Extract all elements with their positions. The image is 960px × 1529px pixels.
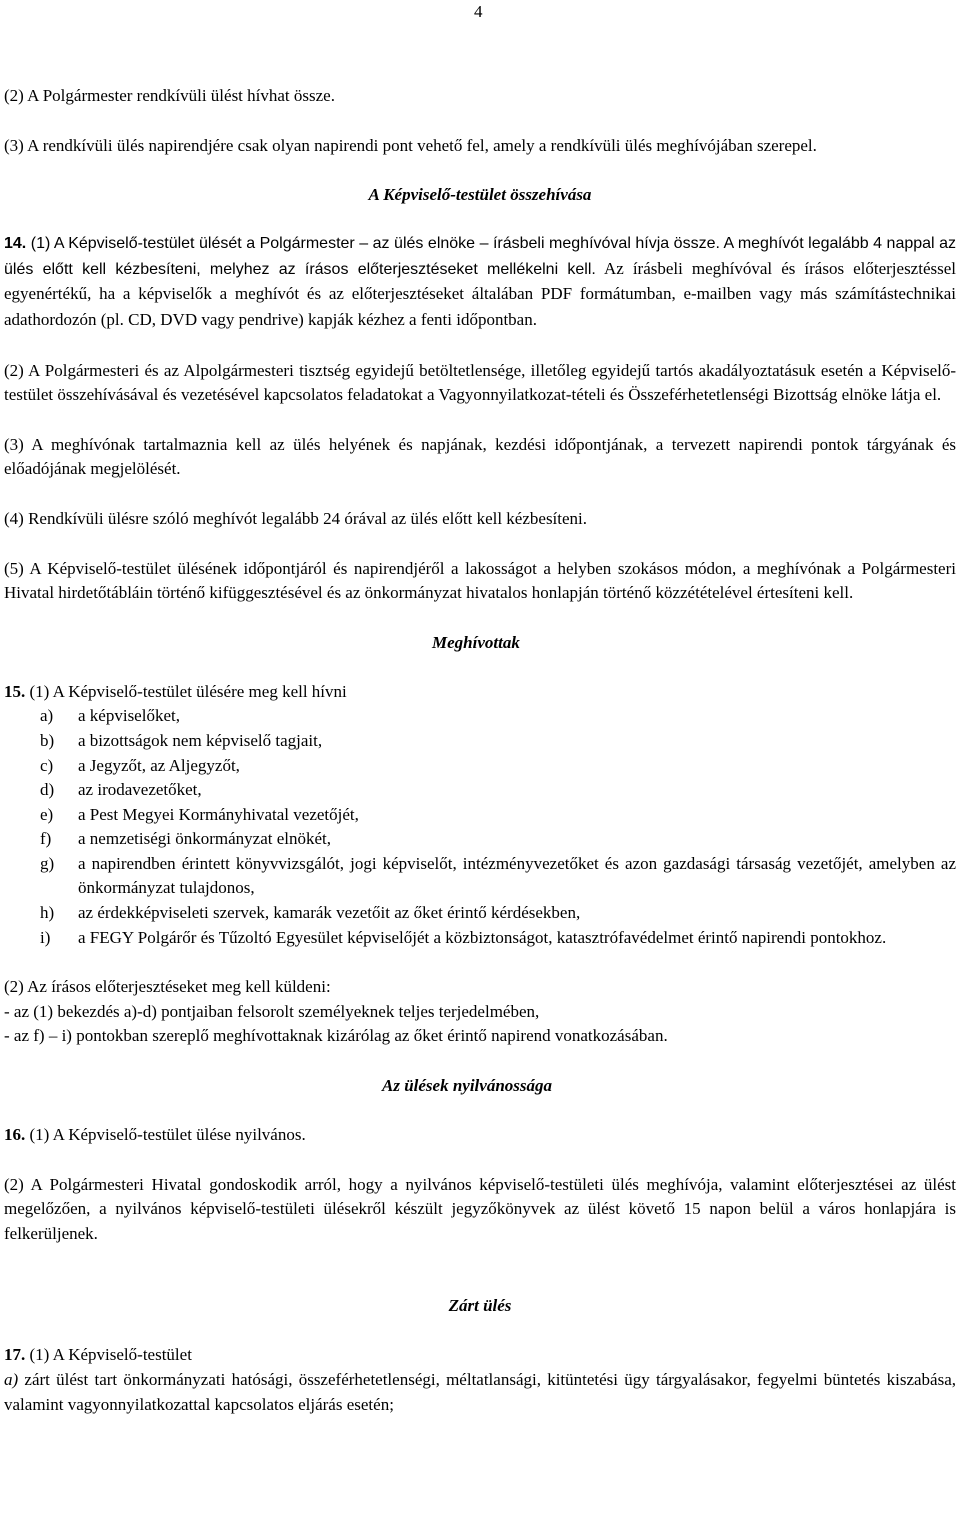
list-item-text: a Jegyzőt, az Aljegyzőt,	[78, 755, 240, 775]
section-15-paragraph-2-item-b: - az f) – i) pontokban szereplő meghívottaknak kizárólag az őket érintő napirend vonatkozásában.	[4, 1026, 668, 1046]
section-14-paragraph-2: (2) A Polgármesteri és az Alpolgármesteri tisztség egyidejű betöltetlensége, illetőleg egyidejű tartós akadályoztatásuk esetén a Képviselő-testület összehívásával és vezetésével kapcsolatos feladatokat a Vagyonnyilatkozat-tételi és Összeférhetetlenségi Bizottság elnöke látja el.	[4, 360, 956, 405]
section-title-meghivottak: Meghívottak	[432, 632, 520, 652]
list-item-label: f)	[40, 829, 52, 849]
section-16-paragraph-1	[4, 1123, 956, 1148]
list-item-text: a képviselőket,	[78, 706, 180, 726]
list-item-text: a napirendben érintett könyvvizsgálót, jogi képviselőt, intézményvezetőket és azon gazdasági társaság vezetőjét, amelyben az önkormányzat tulajdonos,	[78, 853, 956, 898]
section-17-paragraph-1-text: (1) A Képviselő-testület	[25, 1345, 192, 1365]
document-body	[4, 84, 956, 1417]
list-item-label: c)	[40, 755, 54, 775]
list-item	[4, 704, 956, 729]
list-item	[4, 901, 956, 926]
list-item-text: az irodavezetőket,	[78, 780, 202, 800]
section-15-number: 15.	[4, 681, 26, 701]
paragraph-rendkivuli-2: (2) A Polgármester rendkívüli ülést hívhat össze.	[4, 86, 335, 105]
list-item-text: az érdekképviseleti szervek, kamarák vezetőit az őket érintő kérdésekben,	[78, 903, 581, 923]
list-item-text: a nemzetiségi önkormányzat elnökét,	[78, 829, 332, 849]
list-item-text: a FEGY Polgárőr és Tűzoltó Egyesület képviselőjét a közbiztonságot, katasztrófavédelmet érintő napirendi pontokhoz.	[78, 927, 887, 947]
section-14-paragraph-5: (5) A Képviselő-testület ülésének időpontjáról és napirendjéről a lakosságot a helyben szokásos módon, a meghívónak a Polgármesteri Hivatal hirdetőtábláin történő kifüggesztésével és az önkormányzat hivatalos honlapján történő közzétételével értesíteni kell.	[4, 558, 956, 603]
page-number: 4	[474, 2, 483, 21]
list-item	[4, 803, 956, 828]
section-14-paragraph-1-text: (1) A Képviselő-testület ülését a Polgármester – az ülés elnöke – írásbeli meghívóval hívja össze. A meghívót legalább 4 nappal az ülés előtt kell kézbesíteni, melyhez az írásos előterjesztéseket mellékelni kell.	[4, 235, 956, 278]
invitees-list	[4, 704, 956, 950]
list-item-label: a)	[40, 706, 54, 726]
list-item	[4, 827, 956, 852]
section-15-paragraph-2-item-a: - az (1) bekezdés a)-d) pontjaiban felsorolt személyeknek teljes terjedelmében,	[4, 1001, 540, 1021]
list-item	[4, 729, 956, 754]
list-item-label: i)	[40, 927, 51, 947]
section-17-item-a-text: zárt ülést tart önkormányzati hatósági, összeférhetetlenségi, méltatlansági, kitüntetési ügy tárgyalásakor, fegyelmi büntetés kiszabása, valamint vagyonnyilatkozattal kapcsolatos eljárás esetén;	[4, 1370, 956, 1414]
paragraph-rendkivuli-3: (3) A rendkívüli ülés napirendjére csak olyan napirendi pont vehető fel, amely a rendkívüli ülés meghívójában szerepel.	[4, 135, 817, 155]
list-item	[4, 778, 956, 803]
list-item-label: e)	[40, 804, 54, 824]
section-title-zart: Zárt ülés	[448, 1296, 512, 1316]
list-item-label: d)	[40, 780, 55, 800]
section-15-paragraph-2: (2) Az írásos előterjesztéseket meg kell küldeni:	[4, 977, 331, 997]
section-14-paragraph-1b-text: Az írásbeli meghívóval és írásos előterjesztéssel egyenértékű, ha a képviselők a meghívót és az előterjesztéseket általában PDF formátumban, e-mailben vagy más számítástechnikai adathordozón (pl. CD, DVD vagy pendrive) kapják kézhez a fenti időpontban.	[4, 258, 957, 329]
list-item-text: a Pest Megyei Kormányhivatal vezetőjét,	[78, 804, 359, 824]
section-14-paragraph-4: (4) Rendkívüli ülésre szóló meghívót legalább 24 órával az ülés előtt kell kézbesíteni.	[4, 508, 588, 528]
section-17-item-a	[4, 1368, 956, 1417]
list-item	[4, 852, 956, 901]
section-14-paragraph-3: (3) A meghívónak tartalmaznia kell az ülés helyének és napjának, kezdési időpontjának, a tervezett napirendi pontok tárgyának és előadójának megjelölését.	[4, 434, 956, 479]
section-title-nyilvanossag: Az ülések nyilvánossága	[382, 1076, 553, 1096]
section-16-number: 16.	[4, 1125, 26, 1145]
section-14-number: 14.	[4, 235, 27, 253]
section-17-paragraph-1	[4, 1343, 956, 1368]
section-17-number: 17.	[4, 1345, 26, 1365]
list-item-label: h)	[40, 903, 55, 923]
section-16-paragraph-1-text: (1) A Képviselő-testület ülése nyilvános.	[25, 1125, 306, 1145]
section-15-paragraph-1	[4, 680, 956, 705]
list-item-label: g)	[40, 853, 55, 873]
list-item-label: b)	[40, 730, 55, 750]
section-16-paragraph-2: (2) A Polgármesteri Hivatal gondoskodik arról, hogy a nyilvános képviselő-testületi ülés meghívója, valamint előterjesztései az ülést megelőzően, a nyilvános képviselő-testületi ülésekről készült jegyzőkönyvek az ülést követő 15 napon belül a város honlapjára is felkerüljenek.	[4, 1174, 956, 1243]
section-14-paragraph-1	[4, 232, 956, 333]
section-15-paragraph-1-text: (1) A Képviselő-testület ülésére meg kell hívni	[25, 681, 347, 701]
section-title-osszehivas: A Képviselő-testület összehívása	[368, 185, 592, 205]
list-item	[4, 754, 956, 779]
list-item	[4, 926, 956, 951]
list-item-text: a bizottságok nem képviselő tagjait,	[78, 730, 323, 750]
section-17-item-a-label: a)	[4, 1370, 19, 1389]
